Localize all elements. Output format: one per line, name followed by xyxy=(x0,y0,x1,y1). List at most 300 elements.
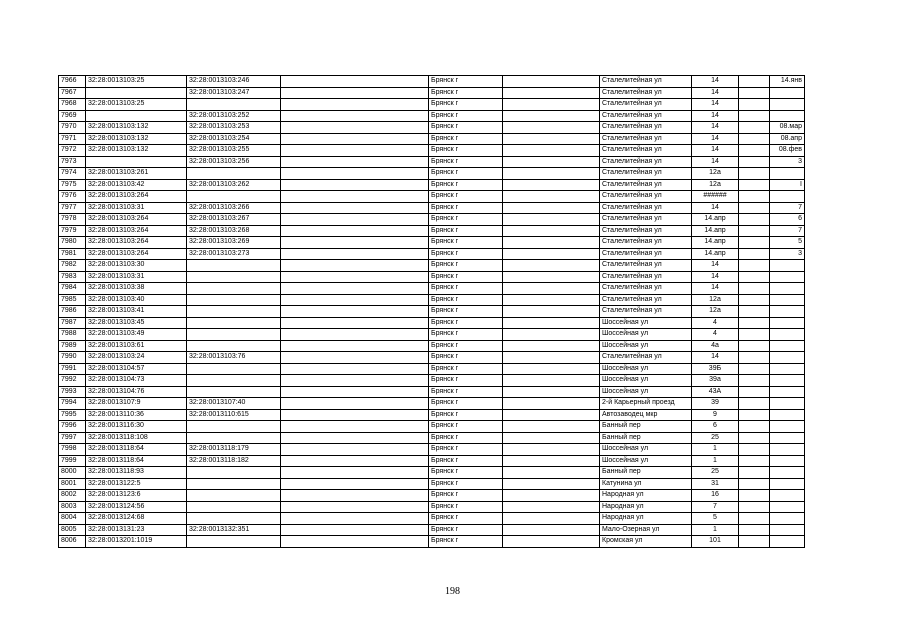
empty-cell xyxy=(281,145,429,157)
row-number-cell: 7970 xyxy=(59,122,86,134)
city-cell: Брянск г xyxy=(429,455,503,467)
city-cell: Брянск г xyxy=(429,248,503,260)
empty-cell xyxy=(281,237,429,249)
house-number-cell: 101 xyxy=(692,536,739,548)
house-number-cell: 14.апр xyxy=(692,225,739,237)
cadastral-number-cell: 32:28:0013103:42 xyxy=(86,179,187,191)
linked-cadastral-number-cell: 32:28:0013103:267 xyxy=(187,214,281,226)
row-number-cell: 8001 xyxy=(59,478,86,490)
extra-cell xyxy=(770,501,805,513)
city-cell: Брянск г xyxy=(429,317,503,329)
city-cell: Брянск г xyxy=(429,306,503,318)
linked-cadastral-number-cell xyxy=(187,363,281,375)
city-cell: Брянск г xyxy=(429,87,503,99)
row-number-cell: 7982 xyxy=(59,260,86,272)
street-cell: Сталелитейная ул xyxy=(600,76,692,88)
row-number-cell: 7983 xyxy=(59,271,86,283)
empty-cell xyxy=(739,340,770,352)
row-number-cell: 8005 xyxy=(59,524,86,536)
table-row xyxy=(59,191,805,203)
house-number-cell: 1 xyxy=(692,444,739,456)
house-number-cell: 14 xyxy=(692,283,739,295)
house-number-cell: 12а xyxy=(692,294,739,306)
row-number-cell: 7973 xyxy=(59,156,86,168)
house-number-cell: 1 xyxy=(692,524,739,536)
table-row xyxy=(59,294,805,306)
row-number-cell: 7998 xyxy=(59,444,86,456)
linked-cadastral-number-cell xyxy=(187,340,281,352)
street-cell: Сталелитейная ул xyxy=(600,122,692,134)
cadastral-number-cell: 32:28:0013118:64 xyxy=(86,444,187,456)
city-cell: Брянск г xyxy=(429,432,503,444)
street-cell: Банный пер xyxy=(600,432,692,444)
city-cell: Брянск г xyxy=(429,260,503,272)
empty-cell xyxy=(739,110,770,122)
empty-cell xyxy=(739,179,770,191)
city-cell: Брянск г xyxy=(429,513,503,525)
extra-cell xyxy=(770,467,805,479)
city-cell: Брянск г xyxy=(429,133,503,145)
empty-cell xyxy=(281,386,429,398)
house-number-cell: 14 xyxy=(692,260,739,272)
cadastral-number-cell: 32:28:0013107:9 xyxy=(86,398,187,410)
page-number: 198 xyxy=(445,586,460,597)
empty-cell xyxy=(281,536,429,548)
house-number-cell: 14 xyxy=(692,352,739,364)
property-register-table xyxy=(58,75,805,548)
empty-cell xyxy=(503,248,600,260)
empty-cell xyxy=(281,317,429,329)
empty-cell xyxy=(503,283,600,295)
empty-cell xyxy=(503,386,600,398)
empty-cell xyxy=(503,455,600,467)
empty-cell xyxy=(739,317,770,329)
empty-cell xyxy=(739,133,770,145)
cadastral-number-cell xyxy=(86,110,187,122)
empty-cell xyxy=(739,260,770,272)
extra-cell xyxy=(770,409,805,421)
extra-cell xyxy=(770,432,805,444)
linked-cadastral-number-cell xyxy=(187,467,281,479)
empty-cell xyxy=(281,455,429,467)
street-cell: Мало-Озерная ул xyxy=(600,524,692,536)
row-number-cell: 8004 xyxy=(59,513,86,525)
empty-cell xyxy=(503,363,600,375)
city-cell: Брянск г xyxy=(429,99,503,111)
empty-cell xyxy=(281,191,429,203)
cadastral-number-cell: 32:28:0013103:40 xyxy=(86,294,187,306)
extra-cell xyxy=(770,398,805,410)
street-cell: Сталелитейная ул xyxy=(600,260,692,272)
row-number-cell: 7981 xyxy=(59,248,86,260)
extra-cell xyxy=(770,317,805,329)
city-cell: Брянск г xyxy=(429,444,503,456)
city-cell: Брянск г xyxy=(429,421,503,433)
table-row xyxy=(59,237,805,249)
empty-cell xyxy=(281,329,429,341)
empty-cell xyxy=(503,99,600,111)
linked-cadastral-number-cell xyxy=(187,306,281,318)
empty-cell xyxy=(739,99,770,111)
table-row xyxy=(59,214,805,226)
extra-cell xyxy=(770,386,805,398)
empty-cell xyxy=(503,398,600,410)
house-number-cell: 14 xyxy=(692,133,739,145)
table-row xyxy=(59,352,805,364)
empty-cell xyxy=(739,294,770,306)
empty-cell xyxy=(281,214,429,226)
empty-cell xyxy=(739,478,770,490)
linked-cadastral-number-cell xyxy=(187,432,281,444)
empty-cell xyxy=(503,145,600,157)
city-cell: Брянск г xyxy=(429,191,503,203)
extra-cell: 7 xyxy=(770,225,805,237)
street-cell: Сталелитейная ул xyxy=(600,271,692,283)
table-row xyxy=(59,363,805,375)
linked-cadastral-number-cell xyxy=(187,294,281,306)
table-row xyxy=(59,99,805,111)
house-number-cell: 25 xyxy=(692,467,739,479)
empty-cell xyxy=(281,168,429,180)
city-cell: Брянск г xyxy=(429,524,503,536)
empty-cell xyxy=(503,191,600,203)
linked-cadastral-number-cell: 32:28:0013103:262 xyxy=(187,179,281,191)
cadastral-number-cell: 32:28:0013116:30 xyxy=(86,421,187,433)
row-number-cell: 8006 xyxy=(59,536,86,548)
street-cell: Сталелитейная ул xyxy=(600,191,692,203)
table-row xyxy=(59,478,805,490)
cadastral-number-cell: 32:28:0013103:264 xyxy=(86,191,187,203)
row-number-cell: 7974 xyxy=(59,168,86,180)
empty-cell xyxy=(503,133,600,145)
empty-cell xyxy=(281,110,429,122)
cadastral-number-cell: 32:28:0013118:108 xyxy=(86,432,187,444)
empty-cell xyxy=(503,524,600,536)
house-number-cell: 39 xyxy=(692,398,739,410)
table-row xyxy=(59,340,805,352)
row-number-cell: 7984 xyxy=(59,283,86,295)
table-row xyxy=(59,513,805,525)
house-number-cell: 14.апр xyxy=(692,214,739,226)
street-cell: Кромская ул xyxy=(600,536,692,548)
extra-cell: 08.фев xyxy=(770,145,805,157)
linked-cadastral-number-cell xyxy=(187,536,281,548)
row-number-cell: 7966 xyxy=(59,76,86,88)
linked-cadastral-number-cell: 32:28:0013103:255 xyxy=(187,145,281,157)
empty-cell xyxy=(503,409,600,421)
cadastral-number-cell: 32:28:0013123:6 xyxy=(86,490,187,502)
linked-cadastral-number-cell: 32:28:0013103:256 xyxy=(187,156,281,168)
empty-cell xyxy=(739,363,770,375)
empty-cell xyxy=(281,490,429,502)
linked-cadastral-number-cell xyxy=(187,260,281,272)
cadastral-number-cell: 32:28:0013103:25 xyxy=(86,76,187,88)
empty-cell xyxy=(503,237,600,249)
street-cell: Сталелитейная ул xyxy=(600,133,692,145)
street-cell: Сталелитейная ул xyxy=(600,214,692,226)
cadastral-number-cell xyxy=(86,87,187,99)
cadastral-number-cell: 32:28:0013103:61 xyxy=(86,340,187,352)
city-cell: Брянск г xyxy=(429,237,503,249)
house-number-cell: 14 xyxy=(692,99,739,111)
street-cell: Банный пер xyxy=(600,421,692,433)
city-cell: Брянск г xyxy=(429,225,503,237)
table-row xyxy=(59,398,805,410)
extra-cell xyxy=(770,513,805,525)
street-cell: Народная ул xyxy=(600,490,692,502)
empty-cell xyxy=(503,271,600,283)
empty-cell xyxy=(739,145,770,157)
table-row xyxy=(59,306,805,318)
linked-cadastral-number-cell: 32:28:0013107:40 xyxy=(187,398,281,410)
row-number-cell: 7975 xyxy=(59,179,86,191)
street-cell: Сталелитейная ул xyxy=(600,283,692,295)
row-number-cell: 7996 xyxy=(59,421,86,433)
extra-cell xyxy=(770,490,805,502)
extra-cell xyxy=(770,421,805,433)
cadastral-number-cell: 32:28:0013118:93 xyxy=(86,467,187,479)
city-cell: Брянск г xyxy=(429,76,503,88)
empty-cell xyxy=(503,467,600,479)
city-cell: Брянск г xyxy=(429,110,503,122)
extra-cell xyxy=(770,110,805,122)
empty-cell xyxy=(739,455,770,467)
linked-cadastral-number-cell: 32:28:0013103:273 xyxy=(187,248,281,260)
empty-cell xyxy=(503,225,600,237)
linked-cadastral-number-cell: 32:28:0013103:247 xyxy=(187,87,281,99)
table-row xyxy=(59,87,805,99)
cadastral-number-cell: 32:28:0013103:132 xyxy=(86,133,187,145)
row-number-cell: 7976 xyxy=(59,191,86,203)
house-number-cell: 12а xyxy=(692,168,739,180)
row-number-cell: 7994 xyxy=(59,398,86,410)
street-cell: Шоссейная ул xyxy=(600,455,692,467)
row-number-cell: 7968 xyxy=(59,99,86,111)
linked-cadastral-number-cell xyxy=(187,168,281,180)
house-number-cell: 14 xyxy=(692,271,739,283)
extra-cell xyxy=(770,294,805,306)
empty-cell xyxy=(739,421,770,433)
city-cell: Брянск г xyxy=(429,122,503,134)
cadastral-number-cell: 32:28:0013103:261 xyxy=(86,168,187,180)
row-number-cell: 7979 xyxy=(59,225,86,237)
street-cell: Автозаводец мкр xyxy=(600,409,692,421)
house-number-cell: 14.апр xyxy=(692,248,739,260)
table-row xyxy=(59,156,805,168)
house-number-cell: 12а xyxy=(692,179,739,191)
table-row xyxy=(59,524,805,536)
street-cell: Сталелитейная ул xyxy=(600,179,692,191)
house-number-cell: 9 xyxy=(692,409,739,421)
city-cell: Брянск г xyxy=(429,490,503,502)
empty-cell xyxy=(503,76,600,88)
extra-cell xyxy=(770,191,805,203)
city-cell: Брянск г xyxy=(429,363,503,375)
city-cell: Брянск г xyxy=(429,398,503,410)
row-number-cell: 7993 xyxy=(59,386,86,398)
table-row xyxy=(59,110,805,122)
extra-cell xyxy=(770,329,805,341)
empty-cell xyxy=(281,260,429,272)
city-cell: Брянск г xyxy=(429,283,503,295)
empty-cell xyxy=(281,283,429,295)
empty-cell xyxy=(739,501,770,513)
empty-cell xyxy=(503,432,600,444)
linked-cadastral-number-cell: 32:28:0013103:246 xyxy=(187,76,281,88)
linked-cadastral-number-cell xyxy=(187,375,281,387)
linked-cadastral-number-cell: 32:28:0013103:253 xyxy=(187,122,281,134)
linked-cadastral-number-cell xyxy=(187,490,281,502)
house-number-cell: 14 xyxy=(692,145,739,157)
street-cell: Сталелитейная ул xyxy=(600,306,692,318)
city-cell: Брянск г xyxy=(429,168,503,180)
linked-cadastral-number-cell: 32:28:0013103:76 xyxy=(187,352,281,364)
empty-cell xyxy=(281,294,429,306)
house-number-cell: 1 xyxy=(692,455,739,467)
street-cell: Сталелитейная ул xyxy=(600,352,692,364)
street-cell: Сталелитейная ул xyxy=(600,237,692,249)
row-number-cell: 7986 xyxy=(59,306,86,318)
table-row xyxy=(59,536,805,548)
house-number-cell: 4а xyxy=(692,340,739,352)
empty-cell xyxy=(281,444,429,456)
table-row xyxy=(59,248,805,260)
empty-cell xyxy=(281,524,429,536)
cadastral-number-cell: 32:28:0013103:38 xyxy=(86,283,187,295)
empty-cell xyxy=(503,536,600,548)
empty-cell xyxy=(281,467,429,479)
extra-cell: 5 xyxy=(770,237,805,249)
extra-cell xyxy=(770,444,805,456)
row-number-cell: 7999 xyxy=(59,455,86,467)
linked-cadastral-number-cell: 32:28:0013118:179 xyxy=(187,444,281,456)
house-number-cell: 14 xyxy=(692,156,739,168)
extra-cell xyxy=(770,478,805,490)
extra-cell: I xyxy=(770,179,805,191)
empty-cell xyxy=(503,340,600,352)
empty-cell xyxy=(503,202,600,214)
table-row xyxy=(59,375,805,387)
linked-cadastral-number-cell xyxy=(187,513,281,525)
street-cell: Шоссейная ул xyxy=(600,386,692,398)
empty-cell xyxy=(739,191,770,203)
house-number-cell: 14 xyxy=(692,122,739,134)
table-row xyxy=(59,432,805,444)
extra-cell xyxy=(770,271,805,283)
street-cell: Сталелитейная ул xyxy=(600,110,692,122)
extra-cell: 08.мар xyxy=(770,122,805,134)
empty-cell xyxy=(281,122,429,134)
empty-cell xyxy=(503,501,600,513)
table-row xyxy=(59,202,805,214)
extra-cell: 7 xyxy=(770,202,805,214)
house-number-cell: 4 xyxy=(692,329,739,341)
cadastral-number-cell: 32:28:0013118:64 xyxy=(86,455,187,467)
extra-cell xyxy=(770,99,805,111)
row-number-cell: 7977 xyxy=(59,202,86,214)
cadastral-number-cell: 32:28:0013103:31 xyxy=(86,202,187,214)
empty-cell xyxy=(503,329,600,341)
extra-cell xyxy=(770,524,805,536)
extra-cell: 14.янв xyxy=(770,76,805,88)
linked-cadastral-number-cell xyxy=(187,329,281,341)
linked-cadastral-number-cell: 32:28:0013103:266 xyxy=(187,202,281,214)
empty-cell xyxy=(281,363,429,375)
empty-cell xyxy=(281,375,429,387)
empty-cell xyxy=(281,156,429,168)
cadastral-number-cell: 32:28:0013104:76 xyxy=(86,386,187,398)
house-number-cell: 14.апр xyxy=(692,237,739,249)
street-cell: 2-й Карьерный проезд xyxy=(600,398,692,410)
empty-cell xyxy=(281,352,429,364)
row-number-cell: 7972 xyxy=(59,145,86,157)
row-number-cell: 7978 xyxy=(59,214,86,226)
empty-cell xyxy=(739,444,770,456)
street-cell: Сталелитейная ул xyxy=(600,87,692,99)
empty-cell xyxy=(739,237,770,249)
house-number-cell: 14 xyxy=(692,110,739,122)
linked-cadastral-number-cell: 32:28:0013103:268 xyxy=(187,225,281,237)
table-row xyxy=(59,271,805,283)
cadastral-number-cell: 32:28:0013103:264 xyxy=(86,237,187,249)
empty-cell xyxy=(739,168,770,180)
table-row xyxy=(59,409,805,421)
empty-cell xyxy=(503,478,600,490)
street-cell: Шоссейная ул xyxy=(600,375,692,387)
row-number-cell: 8003 xyxy=(59,501,86,513)
empty-cell xyxy=(739,283,770,295)
empty-cell xyxy=(281,271,429,283)
cadastral-number-cell: 32:28:0013103:31 xyxy=(86,271,187,283)
table-row xyxy=(59,455,805,467)
house-number-cell: 16 xyxy=(692,490,739,502)
cadastral-number-cell: 32:28:0013131:23 xyxy=(86,524,187,536)
street-cell: Шоссейная ул xyxy=(600,317,692,329)
empty-cell xyxy=(739,76,770,88)
extra-cell xyxy=(770,306,805,318)
empty-cell xyxy=(281,398,429,410)
city-cell: Брянск г xyxy=(429,179,503,191)
empty-cell xyxy=(739,409,770,421)
row-number-cell: 7997 xyxy=(59,432,86,444)
extra-cell xyxy=(770,455,805,467)
cadastral-number-cell: 32:28:0013103:264 xyxy=(86,225,187,237)
empty-cell xyxy=(739,386,770,398)
table-row xyxy=(59,317,805,329)
empty-cell xyxy=(281,513,429,525)
empty-cell xyxy=(739,87,770,99)
city-cell: Брянск г xyxy=(429,145,503,157)
empty-cell xyxy=(739,248,770,260)
row-number-cell: 7991 xyxy=(59,363,86,375)
empty-cell xyxy=(281,179,429,191)
empty-cell xyxy=(281,248,429,260)
street-cell: Сталелитейная ул xyxy=(600,248,692,260)
linked-cadastral-number-cell xyxy=(187,271,281,283)
empty-cell xyxy=(739,513,770,525)
cadastral-number-cell: 32:28:0013103:25 xyxy=(86,99,187,111)
empty-cell xyxy=(503,421,600,433)
table-row xyxy=(59,225,805,237)
street-cell: Сталелитейная ул xyxy=(600,202,692,214)
linked-cadastral-number-cell: 32:28:0013103:269 xyxy=(187,237,281,249)
table-row xyxy=(59,76,805,88)
empty-cell xyxy=(281,133,429,145)
linked-cadastral-number-cell xyxy=(187,501,281,513)
cadastral-number-cell: 32:28:0013103:24 xyxy=(86,352,187,364)
linked-cadastral-number-cell: 32:28:0013132:351 xyxy=(187,524,281,536)
street-cell: Сталелитейная ул xyxy=(600,225,692,237)
